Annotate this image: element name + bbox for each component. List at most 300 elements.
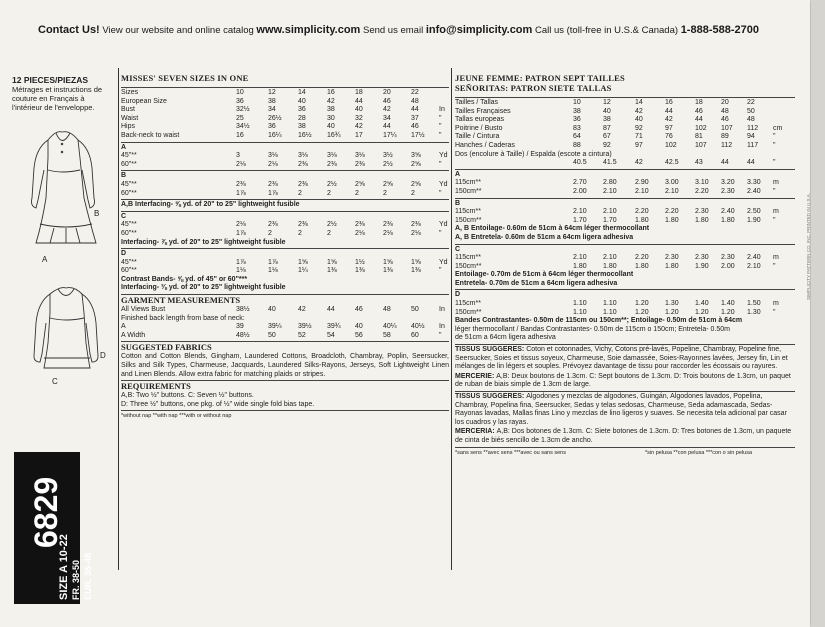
fr-view-a-row bbox=[455, 188, 795, 197]
view-a-row-cell: 3⅛ bbox=[268, 152, 278, 160]
fr-body-row-cell: 42 bbox=[665, 116, 673, 124]
fr-view-c-row-cell: 2.30 bbox=[665, 254, 679, 262]
misses-body-row bbox=[121, 98, 449, 107]
view-c-row-cell: 2⅛ bbox=[383, 229, 393, 237]
fr-view-a-row-cell: 3.30 bbox=[747, 179, 761, 187]
fr-body-row-cell: 112 bbox=[721, 141, 733, 149]
misses-body-row-cell: 36 bbox=[268, 123, 276, 131]
fr-view-c-row-cell: 1.80 bbox=[635, 262, 649, 270]
side-print: SIMPLICITY PATTERN CO. INC. PRINTED IN U.S.A. bbox=[806, 192, 811, 300]
view-a-row-cell: 2⅛ bbox=[236, 160, 246, 168]
fr-view-b-row-cell: 1.70 bbox=[603, 216, 617, 224]
misses-title: MISSES' SEVEN SIZES IN ONE bbox=[121, 73, 249, 83]
fr-view-b-row-cell: 2.10 bbox=[603, 208, 617, 216]
fr-view-c-row-cell: 1.80 bbox=[573, 262, 587, 270]
view-c-row bbox=[121, 221, 449, 230]
view-b-row-cell: 1⅞ bbox=[236, 189, 246, 197]
misses-body-row-cell: 16 bbox=[327, 89, 335, 96]
misses-body-row-cell: 14 bbox=[298, 89, 306, 96]
misses-body-row-cell: 16½ bbox=[298, 131, 312, 139]
view-b-row-cell: 2⅝ bbox=[355, 180, 365, 188]
fr-view-d-row-cell: 1.50 bbox=[747, 300, 761, 308]
misses-body-row-cell: 34 bbox=[383, 114, 391, 122]
fr-body-row-cell: 71 bbox=[635, 133, 643, 141]
fr-body-row-cell: 42 bbox=[635, 107, 643, 115]
fr-view-b-row-cell: 2.20 bbox=[635, 208, 649, 216]
a-width-row bbox=[121, 332, 449, 341]
view-b-row-cell: 2 bbox=[411, 189, 415, 197]
french-note: Métrages et instructions de couture en Français à l'intérieur de l'enveloppe. bbox=[12, 85, 103, 112]
view-d-row-cell: 1⅝ bbox=[383, 258, 393, 266]
view-d-row-cell: " bbox=[439, 267, 442, 275]
fr-body-row-cell: 89 bbox=[721, 133, 729, 141]
view-d-row-cell: 1⅝ bbox=[411, 258, 421, 266]
label-b: B bbox=[94, 209, 100, 218]
view-d-row-cell: 1⅛ bbox=[268, 267, 278, 275]
misses-body-row-cell: Sizes bbox=[121, 89, 139, 96]
view-d-row-cell: 1¼ bbox=[298, 267, 308, 275]
merceria-title: MERCERIA: bbox=[455, 428, 497, 436]
view-a-row-cell: 3⅛ bbox=[355, 152, 365, 160]
fr-view-c-row-cell: 1.80 bbox=[603, 262, 617, 270]
misses-body-row-cell: 42 bbox=[383, 106, 391, 114]
dos-row-cell: 42.5 bbox=[665, 159, 679, 167]
misses-body-row-cell: 42 bbox=[355, 123, 363, 131]
fr-body-row-cell: 107 bbox=[695, 141, 707, 149]
misses-body-row bbox=[121, 132, 449, 141]
fr-body-row-cell: 83 bbox=[573, 124, 581, 132]
fr-body-row-cell: 88 bbox=[573, 141, 581, 149]
dos-row-cell: 43 bbox=[695, 159, 703, 167]
all-views-bust-row-cell: 48 bbox=[383, 306, 391, 314]
misses-body-row-cell: 40 bbox=[298, 97, 306, 105]
fr-view-d-label: D bbox=[455, 291, 461, 299]
misses-body-row-cell: 10 bbox=[236, 89, 244, 96]
bandes-line-3: de 51cm a 64cm ligera adhesiva bbox=[455, 334, 556, 342]
view-c-row-cell: 2⅜ bbox=[268, 221, 278, 229]
fr-view-d-row-cell: 1.20 bbox=[665, 308, 679, 316]
email-link[interactable]: info@simplicity.com bbox=[425, 24, 533, 36]
a-length-row-cell: 39 bbox=[236, 323, 244, 331]
view-d-row-cell: 1⅛ bbox=[236, 267, 246, 275]
fr-view-b-row bbox=[455, 217, 795, 226]
table-rule bbox=[121, 248, 449, 249]
view-d-row-cell: 1⅞ bbox=[268, 258, 278, 266]
pattern-number-badge bbox=[14, 452, 93, 604]
fr-body-row bbox=[455, 116, 795, 125]
requirements-line-2: D: Three ½" buttons, one pkg. of ½" wide single fold bias tape. bbox=[121, 400, 315, 408]
table-rule bbox=[455, 391, 795, 392]
fr-body-row-cell: 50 bbox=[747, 107, 755, 115]
fr-view-d-row-cell: 1.10 bbox=[603, 308, 617, 316]
fr-body-row-cell: 46 bbox=[721, 116, 729, 124]
fr-footnote: *sans sens **avec sens ***avec ou sans sens bbox=[455, 449, 566, 456]
misses-table bbox=[121, 74, 449, 421]
misses-body-row-cell: Bust bbox=[121, 106, 136, 114]
website-link[interactable]: www.simplicity.com bbox=[256, 24, 361, 36]
tissus-text: Coton et cotonnades, Vichy, Cotons pré-lavés, Popeline, Chambray, Popeline fine, Seersucker, Soies et tissus soyeux, Charmeuse, Soie damassée, Soies-Rayonnes lavées, Jersey fin, Lin et mélanges de lin légers et souples. Prévoyez davantage de tissu pour raccorder les écossais ou rayures. bbox=[455, 346, 788, 371]
pattern-number: 6829 bbox=[28, 476, 64, 548]
contact-heading: Contact Us! bbox=[38, 24, 100, 36]
view-a-row bbox=[121, 152, 449, 161]
fr-view-a-label: A bbox=[455, 170, 461, 178]
misses-body-row-cell: 36 bbox=[236, 97, 244, 105]
fr-view-d-row bbox=[455, 309, 795, 318]
view-c-row-cell: 2 bbox=[268, 229, 272, 237]
a-width-row-cell: 50 bbox=[268, 331, 276, 339]
view-a-row-cell: 2⅜ bbox=[355, 160, 365, 168]
fr-view-d-row-cell: 1.40 bbox=[721, 300, 735, 308]
fr-view-b-row-cell: 2.20 bbox=[665, 208, 679, 216]
table-rule bbox=[455, 244, 795, 245]
view-a-row-cell: 3½ bbox=[383, 152, 393, 160]
misses-body-row-cell: 30 bbox=[327, 114, 335, 122]
table-rule bbox=[121, 87, 449, 88]
view-b-row-cell: 2 bbox=[327, 189, 331, 197]
dos-row-cell: " bbox=[773, 159, 776, 167]
fr-view-b-label: B bbox=[455, 199, 461, 207]
a-width-row-cell: 56 bbox=[355, 331, 363, 339]
fr-view-b-row-cell: 2.10 bbox=[573, 208, 587, 216]
misses-body-row bbox=[121, 123, 449, 132]
misses-body-row-cell: 28 bbox=[298, 114, 306, 122]
misses-body-row-cell: 40 bbox=[355, 106, 363, 114]
view-c-row-cell: 2 bbox=[298, 229, 302, 237]
misses-body-row-cell: Waist bbox=[121, 114, 139, 122]
view-b-row-cell: 2 bbox=[355, 189, 359, 197]
fr-body-row-cell: 14 bbox=[635, 99, 643, 106]
fr-view-a-row-cell: 2.70 bbox=[573, 179, 587, 187]
misses-body-row-cell: 44 bbox=[355, 97, 363, 105]
fr-view-b-row-cell: 1.80 bbox=[721, 216, 735, 224]
a-length-row-cell: 40¼ bbox=[383, 323, 397, 331]
view-a-row-cell: 2⅝ bbox=[411, 160, 421, 168]
fr-body-row-cell: 22 bbox=[747, 99, 755, 106]
dos-row-cell: 44 bbox=[747, 159, 755, 167]
fr-view-c-row-cell: 2.30 bbox=[721, 254, 735, 262]
view-c-row-cell: 2⅜ bbox=[298, 221, 308, 229]
view-a-row-cell: 3⅝ bbox=[411, 152, 421, 160]
fr-body-row-cell: " bbox=[773, 141, 776, 149]
fr-view-c-row-cell: " bbox=[773, 262, 776, 270]
fr-view-d-row-cell: 150cm** bbox=[455, 308, 482, 316]
mercerie-text: A,B: Deux boutons de 1.3cm. C: Sept boutons de 1.3cm. D: Trois boutons de 1.3cm, un paquet de ruban de biais simple de 1.3cm de large. bbox=[455, 372, 791, 389]
view-d-row-cell: 1⅝ bbox=[327, 258, 337, 266]
fr-body-row bbox=[455, 133, 795, 142]
misses-body-row-cell: 16¾ bbox=[327, 131, 341, 139]
misses-body-row-cell: 20 bbox=[383, 89, 391, 96]
fr-view-b-row bbox=[455, 208, 795, 217]
view-a-row-cell: " bbox=[439, 160, 442, 168]
a-length-row-cell: 40 bbox=[355, 323, 363, 331]
fr-view-a-row-cell: 2.10 bbox=[603, 187, 617, 195]
bandes-line-2: léger thermocollant / Bandas Contrastantes- 0.50m de 115cm o 150cm; Entretela- 0.50m bbox=[455, 325, 730, 333]
fr-body-row-cell: 38 bbox=[603, 116, 611, 124]
ab-entoilage: A, B Entoilage- 0.60m de 51cm à 64cm léger thermocollant bbox=[455, 225, 650, 233]
fr-body-row-cell: 12 bbox=[603, 99, 611, 106]
fr-view-d-row-cell: 1.10 bbox=[573, 300, 587, 308]
all-views-bust-row-cell: 38½ bbox=[236, 306, 250, 314]
fr-body-row-cell: 18 bbox=[695, 99, 703, 106]
view-c-row-cell: 2⅜ bbox=[383, 221, 393, 229]
fr-view-c-row-cell: 2.10 bbox=[573, 254, 587, 262]
view-c-row bbox=[121, 230, 449, 239]
fr-view-b-row-cell: 1.80 bbox=[665, 216, 679, 224]
view-c-row-cell: 2⅜ bbox=[355, 221, 365, 229]
fr-body-row-cell: 36 bbox=[573, 116, 581, 124]
misses-body-row-cell: 46 bbox=[411, 123, 419, 131]
left-separator bbox=[118, 68, 119, 570]
fr-view-d-row-cell: 1.20 bbox=[721, 308, 735, 316]
fr-view-c-row-cell: 2.40 bbox=[747, 254, 761, 262]
dos-row-cell: 40.5 bbox=[573, 159, 587, 167]
fr-body-row-cell: 40 bbox=[635, 116, 643, 124]
dos-label: Dos (encolure à Taille) / Espalda (escote a cintura) bbox=[455, 150, 612, 158]
fr-body-row-cell: 76 bbox=[665, 133, 673, 141]
mercerie-text-block bbox=[455, 373, 795, 390]
fr-view-a-row-cell: 3.00 bbox=[665, 179, 679, 187]
fr-view-a-row-cell: 2.10 bbox=[665, 187, 679, 195]
misses-body-row-cell: " bbox=[439, 131, 442, 139]
ab-interfacing: A,B Interfacing- ⅝ yd. of 20" to 25" lightweight fusible bbox=[121, 201, 300, 209]
view-c-row-cell: 2⅛ bbox=[411, 229, 421, 237]
fr-view-c-row bbox=[455, 263, 795, 272]
misses-body-row-cell: 42 bbox=[327, 97, 335, 105]
fr-view-b-row-cell: 150cm** bbox=[455, 216, 482, 224]
fr-body-row-cell: 48 bbox=[747, 116, 755, 124]
top-sketch bbox=[34, 288, 98, 368]
fr-view-a-row-cell: 3.20 bbox=[721, 179, 735, 187]
misses-body-row-cell: 26½ bbox=[268, 114, 282, 122]
a-width-row-cell: " bbox=[439, 331, 442, 339]
misses-body-row-cell: 46 bbox=[383, 97, 391, 105]
fr-view-c-row-cell: m bbox=[773, 254, 779, 262]
fr-view-d-row-cell: 1.20 bbox=[695, 308, 709, 316]
dos-row bbox=[455, 159, 795, 168]
view-d-label: D bbox=[121, 250, 127, 258]
misses-body-row-cell: 34 bbox=[268, 106, 276, 114]
fr-body-row-cell: 48 bbox=[721, 107, 729, 115]
view-c-row-cell: Yd bbox=[439, 221, 448, 229]
tissus-es-text: Algodones y mezclas de algodones, Guingán, Algodones lavados, Popelina, Chambray, Popelina fina, Seersucker, Sedas y telas sedosas, Charmeuse, Seda adamascada, Sedas-Rayonas lavadas, Mallas finas Lino y mezclas de lino ligeros y suaves. Se necesita tela adicional par casar los cuadros y las rayas. bbox=[455, 393, 787, 426]
size-line: SIZE A 10-22 bbox=[58, 534, 70, 600]
fr-view-b-row-cell: 1.80 bbox=[695, 216, 709, 224]
fr-view-c-label: C bbox=[455, 245, 461, 253]
misses-body-row-cell: 38 bbox=[268, 97, 276, 105]
all-views-bust-row-cell: All Views Bust bbox=[121, 306, 166, 314]
a-width-row-cell: 48½ bbox=[236, 331, 250, 339]
view-b-row-cell: 1⅞ bbox=[268, 189, 278, 197]
view-b-row-cell: 2⅜ bbox=[236, 180, 246, 188]
fr-body-row bbox=[455, 99, 795, 108]
a-width-row-cell: 60 bbox=[411, 331, 419, 339]
view-c-row-cell: 1⅞ bbox=[236, 229, 246, 237]
table-rule bbox=[455, 289, 795, 290]
misses-body-row-cell: 22 bbox=[411, 89, 419, 96]
misses-body-row-cell: " bbox=[439, 114, 442, 122]
view-a-row-cell: 3⅛ bbox=[327, 152, 337, 160]
merceria-text-block bbox=[455, 428, 795, 445]
envelope-edge bbox=[811, 0, 825, 627]
nap-footnote: *without nap **with nap ***with or without nap bbox=[121, 413, 232, 420]
contact-text-2: Send us email bbox=[362, 25, 424, 36]
fr-body-row-cell: 92 bbox=[603, 141, 611, 149]
misses-body-row-cell: 17 bbox=[355, 131, 363, 139]
misses-body-row-cell: 25 bbox=[236, 114, 244, 122]
table-rule bbox=[121, 410, 449, 411]
view-d-row-cell: 1½ bbox=[355, 258, 365, 266]
view-c-row-cell: " bbox=[439, 229, 442, 237]
fr-body-row-cell: Tailles / Tallas bbox=[455, 99, 499, 106]
view-b-row-cell: 2½ bbox=[327, 180, 337, 188]
fr-body-row-cell: 64 bbox=[573, 133, 581, 141]
misses-body-row-cell: 34½ bbox=[236, 123, 250, 131]
fr-view-a-row-cell: 2.10 bbox=[635, 187, 649, 195]
view-b-row-cell: 2⅝ bbox=[411, 180, 421, 188]
requirements-title: REQUIREMENTS bbox=[121, 381, 191, 392]
fr-body-row-cell: 46 bbox=[695, 107, 703, 115]
contact-line bbox=[38, 24, 759, 36]
view-c-label: C bbox=[121, 212, 127, 220]
view-d-row-cell: 1⅜ bbox=[355, 267, 365, 275]
table-rule bbox=[455, 447, 795, 448]
fr-body-row-cell: 67 bbox=[603, 133, 611, 141]
fr-view-c-row-cell: 2.10 bbox=[747, 262, 761, 270]
fr-view-a-row-cell: 2.40 bbox=[747, 187, 761, 195]
fr-view-a-row-cell: 2.20 bbox=[695, 187, 709, 195]
fr-view-a-row-cell: 2.30 bbox=[721, 187, 735, 195]
fr-view-b-row-cell: 1.90 bbox=[747, 216, 761, 224]
fr-view-c-row-cell: 2.00 bbox=[721, 262, 735, 270]
a-width-row-cell: 54 bbox=[327, 331, 335, 339]
fr-view-a-row-cell: 2.00 bbox=[573, 187, 587, 195]
requirements-line-1: A,B: Two ½" buttons. C: Seven ½" buttons. bbox=[121, 392, 254, 400]
misses-body-row-cell: In bbox=[439, 106, 445, 114]
fr-body-row-cell: 10 bbox=[573, 99, 581, 106]
fr-body-row-cell: 117 bbox=[747, 141, 759, 149]
dress-sketch bbox=[32, 132, 100, 243]
view-b-row-cell: 60"** bbox=[121, 189, 137, 197]
all-views-bust-row bbox=[121, 306, 449, 315]
all-views-bust-row-cell: 40 bbox=[268, 306, 276, 314]
d-interfacing: Interfacing- ⅜ yd. of 20" to 25" lightweight fusible bbox=[121, 284, 286, 292]
misses-body-row-cell: 16¼ bbox=[268, 131, 282, 139]
fr-es-footnotes bbox=[455, 449, 795, 458]
fr-view-d-row-cell: m bbox=[773, 300, 779, 308]
view-b-row-cell: 2⅜ bbox=[268, 180, 278, 188]
fr-body-row-cell: 87 bbox=[603, 124, 611, 132]
spanish-title: SEÑORITAS: PATRON SIETE TALLAS bbox=[455, 83, 612, 93]
misses-body-row-cell: European Size bbox=[121, 97, 167, 105]
fr-view-d-row-cell: 115cm** bbox=[455, 300, 481, 308]
a-length-row bbox=[121, 323, 449, 332]
fr-size-line: FR. 38-50 bbox=[71, 559, 81, 600]
view-c-row-cell: 2⅛ bbox=[236, 221, 246, 229]
contrast-bands: Contrast Bands- ⅝ yd. of 45" or 60"*** bbox=[121, 275, 248, 283]
c-entretela: Entretela- 0.70m de 51cm a 64cm ligera adhesiva bbox=[455, 279, 618, 287]
view-b-row-cell: 2 bbox=[298, 189, 302, 197]
fr-view-a-row-cell: " bbox=[773, 187, 776, 195]
fr-body-row-cell: Tailles Françaises bbox=[455, 107, 511, 115]
misses-body-row-cell: " bbox=[439, 123, 442, 131]
table-rule bbox=[455, 169, 795, 170]
tissus-text-block bbox=[455, 346, 795, 372]
view-a-row-cell: Yd bbox=[439, 152, 448, 160]
view-d-row bbox=[121, 267, 449, 276]
view-b-row-cell: 45"** bbox=[121, 180, 137, 188]
all-views-bust-row-cell: 46 bbox=[355, 306, 363, 314]
fr-view-d-row-cell: 1.20 bbox=[635, 300, 649, 308]
a-length-row-cell: 39½ bbox=[298, 323, 312, 331]
view-c-row-cell: 2⅜ bbox=[411, 221, 421, 229]
fr-body-row-cell: 38 bbox=[573, 107, 581, 115]
misses-body-row bbox=[121, 115, 449, 124]
label-d: D bbox=[100, 351, 106, 360]
fr-body-row bbox=[455, 142, 795, 151]
fr-view-b-row-cell: 2.40 bbox=[721, 208, 735, 216]
fr-body-row-cell: Taille / Cintura bbox=[455, 133, 500, 141]
misses-body-row-cell: 38 bbox=[327, 106, 335, 114]
fr-body-row-cell: 81 bbox=[695, 133, 703, 141]
misses-body-row bbox=[121, 106, 449, 115]
misses-body-row-cell: 44 bbox=[411, 106, 419, 114]
fr-view-a-row-cell: 2.80 bbox=[603, 179, 617, 187]
misses-body-row-cell: 12 bbox=[268, 89, 276, 96]
view-d-row-cell: 1⅜ bbox=[411, 267, 421, 275]
fr-view-d-row-cell: 1.40 bbox=[695, 300, 709, 308]
table-rule bbox=[121, 142, 449, 143]
fr-view-c-row-cell: 2.10 bbox=[603, 254, 617, 262]
fr-body-row-cell: 16 bbox=[665, 99, 673, 106]
view-a-row-cell: 2⅛ bbox=[268, 160, 278, 168]
fr-view-b-row-cell: 2.50 bbox=[747, 208, 761, 216]
contact-text-1: View our website and online catalog bbox=[102, 25, 254, 36]
bandes-line-1: Bandes Contrastantes- 0.50m de 115cm ou 150cm**; Entoilage- 0.50m de 51cm à 64cm bbox=[455, 317, 743, 325]
fr-body-row-cell: 44 bbox=[665, 107, 673, 115]
view-a-row-cell: 2½ bbox=[383, 160, 393, 168]
all-views-bust-row-cell: In bbox=[439, 306, 445, 314]
view-a-row-cell: 2⅜ bbox=[298, 160, 308, 168]
misses-body-row-cell: 44 bbox=[383, 123, 391, 131]
label-c: C bbox=[52, 377, 58, 386]
fr-view-b-row-cell: " bbox=[773, 216, 776, 224]
fr-body-row-cell: 94 bbox=[747, 133, 755, 141]
view-c-row-cell: 45"** bbox=[121, 221, 137, 229]
a-length-row-cell: In bbox=[439, 323, 445, 331]
fr-body-row-cell: 97 bbox=[665, 124, 673, 132]
fr-body-row-cell: 102 bbox=[695, 124, 707, 132]
merceria-text: A,B: Dos botones de 1.3cm. C: Siete botones de 1.3cm. D: Tres botones de 1.3cm, un paquete de cinta de biés sencillo de 1.3cm de ancho. bbox=[455, 428, 792, 444]
fr-view-a-row-cell: 150cm** bbox=[455, 187, 482, 195]
left-column bbox=[12, 76, 112, 112]
fr-body-row-cell: 102 bbox=[665, 141, 677, 149]
table-rule bbox=[455, 198, 795, 199]
misses-body-row-cell: 40 bbox=[327, 123, 335, 131]
fr-view-b-row-cell: 1.70 bbox=[573, 216, 587, 224]
fr-view-c-row-cell: 150cm** bbox=[455, 262, 482, 270]
fr-body-row-cell: 20 bbox=[721, 99, 729, 106]
fr-view-d-row-cell: 1.30 bbox=[747, 308, 761, 316]
table-rule bbox=[121, 199, 449, 200]
fr-body-row-cell: Tallas europeas bbox=[455, 116, 505, 124]
table-rule bbox=[455, 97, 795, 98]
misses-body-row-cell: 37 bbox=[411, 114, 419, 122]
fr-body-row bbox=[455, 108, 795, 117]
view-a-row-cell: 60"** bbox=[121, 160, 137, 168]
fr-view-b-row-cell: 115cm** bbox=[455, 208, 481, 216]
finished-length-label: Finished back length from base of neck: bbox=[121, 314, 245, 322]
all-views-bust-row-cell: 42 bbox=[298, 306, 306, 314]
